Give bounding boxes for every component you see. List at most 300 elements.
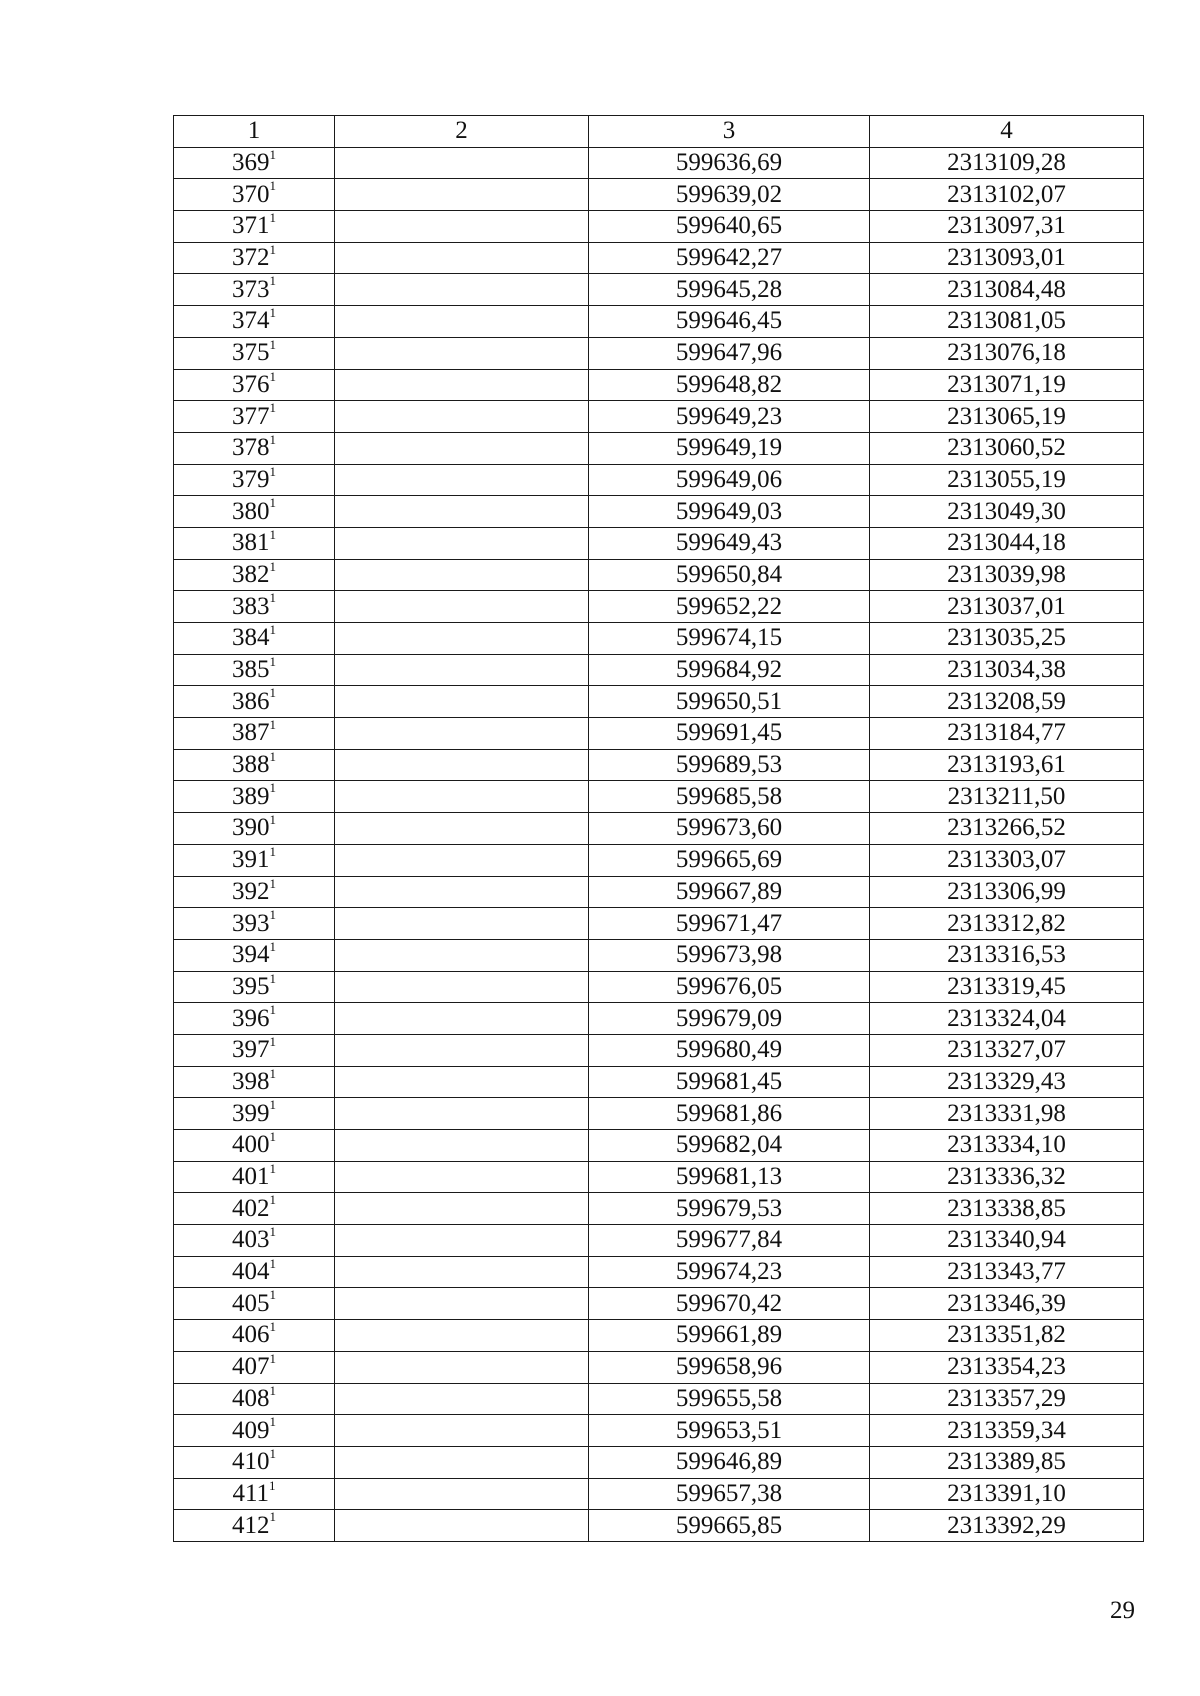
col2-cell (335, 179, 589, 211)
x-coordinate-cell: 599689,53 (589, 749, 870, 781)
y-coordinate-cell: 2313184,77 (870, 718, 1144, 750)
point-number-cell (174, 147, 335, 179)
point-suffix: 1 (269, 336, 276, 352)
col2-cell (335, 623, 589, 655)
x-coordinate-cell: 599673,60 (589, 813, 870, 845)
table-row (174, 527, 1144, 559)
table-row (174, 623, 1144, 655)
table-row (174, 1130, 1144, 1162)
x-coordinate-cell: 599648,82 (589, 369, 870, 401)
y-coordinate-cell: 2313336,32 (870, 1161, 1144, 1193)
point-suffix: 1 (269, 178, 276, 194)
point-suffix: 1 (269, 780, 276, 796)
x-coordinate-cell: 599681,13 (589, 1161, 870, 1193)
table-row (174, 971, 1144, 1003)
y-coordinate-cell: 2313359,34 (870, 1415, 1144, 1447)
table-row (174, 1510, 1144, 1542)
col2-cell (335, 559, 589, 591)
y-coordinate-cell: 2313392,29 (870, 1510, 1144, 1542)
point-number-cell (174, 781, 335, 813)
point-suffix: 1 (269, 1414, 276, 1430)
x-coordinate-cell: 599650,51 (589, 686, 870, 718)
table-row (174, 844, 1144, 876)
point-suffix: 1 (269, 1287, 276, 1303)
x-coordinate-cell: 599649,03 (589, 496, 870, 528)
table-row (174, 1446, 1144, 1478)
point-number-cell (174, 749, 335, 781)
point-suffix: 1 (269, 400, 276, 416)
x-coordinate-cell: 599655,58 (589, 1383, 870, 1415)
x-coordinate-cell: 599646,45 (589, 306, 870, 338)
col2-cell (335, 1256, 589, 1288)
point-number-cell (174, 369, 335, 401)
x-coordinate-cell: 599653,51 (589, 1415, 870, 1447)
x-coordinate-cell: 599665,85 (589, 1510, 870, 1542)
point-number-cell (174, 432, 335, 464)
point-suffix: 1 (269, 1255, 276, 1271)
y-coordinate-cell: 2313065,19 (870, 401, 1144, 433)
y-coordinate-cell: 2313324,04 (870, 1003, 1144, 1035)
col2-cell (335, 401, 589, 433)
point-suffix: 1 (269, 558, 276, 574)
table-row (174, 1383, 1144, 1415)
x-coordinate-cell: 599650,84 (589, 559, 870, 591)
table-row (174, 559, 1144, 591)
point-number: 408 (232, 1384, 270, 1412)
y-coordinate-cell: 2313303,07 (870, 844, 1144, 876)
col2-cell (335, 686, 589, 718)
y-coordinate-cell: 2313316,53 (870, 939, 1144, 971)
header-col-4: 4 (870, 116, 1144, 148)
y-coordinate-cell: 2313081,05 (870, 306, 1144, 338)
point-number-cell (174, 211, 335, 243)
col2-cell (335, 1383, 589, 1415)
table-row (174, 1288, 1144, 1320)
col2-cell (335, 527, 589, 559)
table-row (174, 813, 1144, 845)
point-suffix: 1 (269, 273, 276, 289)
point-number: 369 (232, 149, 270, 177)
point-number: 383 (232, 592, 270, 620)
col2-cell (335, 749, 589, 781)
point-number-cell (174, 1098, 335, 1130)
point-number: 396 (232, 1004, 270, 1032)
point-suffix: 1 (269, 1382, 276, 1398)
x-coordinate-cell: 599649,43 (589, 527, 870, 559)
table-row (174, 211, 1144, 243)
col2-cell (335, 1351, 589, 1383)
y-coordinate-cell: 2313208,59 (870, 686, 1144, 718)
col2-cell (335, 1320, 589, 1352)
point-suffix: 1 (269, 907, 276, 923)
col2-cell (335, 844, 589, 876)
point-suffix: 1 (269, 717, 276, 733)
point-number: 410 (232, 1448, 270, 1476)
point-suffix: 1 (269, 1002, 276, 1018)
point-suffix: 1 (269, 146, 276, 162)
y-coordinate-cell: 2313334,10 (870, 1130, 1144, 1162)
point-number: 372 (232, 244, 270, 272)
header-col-1: 1 (174, 116, 335, 148)
coordinates-table (173, 115, 1144, 1542)
x-coordinate-cell: 599657,38 (589, 1478, 870, 1510)
point-number-cell (174, 686, 335, 718)
point-number: 373 (232, 275, 270, 303)
point-number: 378 (232, 434, 270, 462)
point-number: 370 (232, 180, 270, 208)
col2-cell (335, 1510, 589, 1542)
col2-cell (335, 1161, 589, 1193)
col2-cell (335, 939, 589, 971)
y-coordinate-cell: 2313351,82 (870, 1320, 1144, 1352)
x-coordinate-cell: 599671,47 (589, 908, 870, 940)
point-number: 398 (232, 1067, 270, 1095)
table-row (174, 1256, 1144, 1288)
header-row (174, 116, 1144, 148)
table-row (174, 179, 1144, 211)
table-body (174, 147, 1144, 1541)
point-number: 388 (232, 751, 270, 779)
y-coordinate-cell: 2313312,82 (870, 908, 1144, 940)
point-number-cell (174, 242, 335, 274)
point-suffix: 1 (269, 843, 276, 859)
point-suffix: 1 (269, 938, 276, 954)
table-row (174, 147, 1144, 179)
point-number-cell (174, 1193, 335, 1225)
point-number: 371 (232, 212, 270, 240)
col2-cell (335, 1446, 589, 1478)
point-number-cell (174, 1034, 335, 1066)
point-number-cell (174, 591, 335, 623)
table-row (174, 1320, 1144, 1352)
point-suffix: 1 (269, 970, 276, 986)
y-coordinate-cell: 2313035,25 (870, 623, 1144, 655)
y-coordinate-cell: 2313044,18 (870, 527, 1144, 559)
y-coordinate-cell: 2313319,45 (870, 971, 1144, 1003)
point-number-cell (174, 876, 335, 908)
y-coordinate-cell: 2313039,98 (870, 559, 1144, 591)
point-number: 401 (232, 1163, 270, 1191)
point-suffix: 1 (269, 1097, 276, 1113)
x-coordinate-cell: 599684,92 (589, 654, 870, 686)
table-row (174, 939, 1144, 971)
point-number-cell (174, 337, 335, 369)
point-number: 387 (232, 719, 270, 747)
point-number-cell (174, 908, 335, 940)
x-coordinate-cell: 599640,65 (589, 211, 870, 243)
x-coordinate-cell: 599680,49 (589, 1034, 870, 1066)
point-suffix: 1 (269, 1224, 276, 1240)
table-row (174, 496, 1144, 528)
y-coordinate-cell: 2313193,61 (870, 749, 1144, 781)
col2-cell (335, 147, 589, 179)
table-row (174, 464, 1144, 496)
point-number-cell (174, 464, 335, 496)
point-number-cell (174, 1415, 335, 1447)
table-row (174, 274, 1144, 306)
point-number: 406 (232, 1321, 270, 1349)
point-suffix: 1 (269, 1129, 276, 1145)
x-coordinate-cell: 599679,09 (589, 1003, 870, 1035)
table-row (174, 876, 1144, 908)
point-suffix: 1 (269, 463, 276, 479)
point-number: 394 (232, 941, 270, 969)
point-number-cell (174, 527, 335, 559)
x-coordinate-cell: 599649,19 (589, 432, 870, 464)
point-number: 376 (232, 370, 270, 398)
y-coordinate-cell: 2313060,52 (870, 432, 1144, 464)
y-coordinate-cell: 2313340,94 (870, 1225, 1144, 1257)
point-number: 409 (232, 1416, 270, 1444)
point-number-cell (174, 1510, 335, 1542)
table-row (174, 654, 1144, 686)
y-coordinate-cell: 2313357,29 (870, 1383, 1144, 1415)
point-suffix: 1 (269, 1509, 276, 1525)
col2-cell (335, 654, 589, 686)
point-suffix: 1 (269, 1192, 276, 1208)
point-number-cell (174, 939, 335, 971)
y-coordinate-cell: 2313391,10 (870, 1478, 1144, 1510)
point-suffix: 1 (269, 368, 276, 384)
table-row (174, 432, 1144, 464)
point-suffix: 1 (269, 241, 276, 257)
point-number: 399 (232, 1099, 270, 1127)
point-number: 395 (232, 972, 270, 1000)
table-row (174, 337, 1144, 369)
point-number: 412 (232, 1511, 270, 1539)
col2-cell (335, 1225, 589, 1257)
page-number: 29 (1110, 1597, 1135, 1624)
point-suffix: 1 (269, 1477, 276, 1493)
point-number-cell (174, 844, 335, 876)
point-suffix: 1 (269, 210, 276, 226)
point-number-cell (174, 971, 335, 1003)
table-row (174, 1066, 1144, 1098)
col2-cell (335, 306, 589, 338)
x-coordinate-cell: 599674,23 (589, 1256, 870, 1288)
header-col-2: 2 (335, 116, 589, 148)
table-row (174, 242, 1144, 274)
col2-cell (335, 274, 589, 306)
point-number-cell (174, 1225, 335, 1257)
point-number-cell (174, 1066, 335, 1098)
point-suffix: 1 (269, 431, 276, 447)
point-number-cell (174, 1288, 335, 1320)
table-header (174, 116, 1144, 148)
point-suffix: 1 (269, 1445, 276, 1461)
point-number-cell (174, 1478, 335, 1510)
col2-cell (335, 718, 589, 750)
point-number: 411 (232, 1479, 270, 1507)
x-coordinate-cell: 599658,96 (589, 1351, 870, 1383)
col2-cell (335, 876, 589, 908)
table-row (174, 908, 1144, 940)
y-coordinate-cell: 2313331,98 (870, 1098, 1144, 1130)
table-row (174, 1161, 1144, 1193)
point-number: 380 (232, 497, 270, 525)
point-number-cell (174, 179, 335, 211)
y-coordinate-cell: 2313327,07 (870, 1034, 1144, 1066)
x-coordinate-cell: 599681,45 (589, 1066, 870, 1098)
point-number: 384 (232, 624, 270, 652)
point-suffix: 1 (269, 653, 276, 669)
col2-cell (335, 908, 589, 940)
point-number-cell (174, 496, 335, 528)
point-number: 386 (232, 687, 270, 715)
x-coordinate-cell: 599677,84 (589, 1225, 870, 1257)
col2-cell (335, 211, 589, 243)
point-number: 374 (232, 307, 270, 335)
table-row (174, 369, 1144, 401)
y-coordinate-cell: 2313055,19 (870, 464, 1144, 496)
point-number: 397 (232, 1036, 270, 1064)
point-number: 391 (232, 846, 270, 874)
x-coordinate-cell: 599649,06 (589, 464, 870, 496)
y-coordinate-cell: 2313343,77 (870, 1256, 1144, 1288)
x-coordinate-cell: 599685,58 (589, 781, 870, 813)
point-suffix: 1 (269, 748, 276, 764)
point-number: 381 (232, 529, 270, 557)
point-number: 392 (232, 877, 270, 905)
point-number: 377 (232, 402, 270, 430)
point-suffix: 1 (269, 1160, 276, 1176)
point-number-cell (174, 1351, 335, 1383)
y-coordinate-cell: 2313076,18 (870, 337, 1144, 369)
point-number-cell (174, 274, 335, 306)
point-suffix: 1 (269, 495, 276, 511)
col2-cell (335, 1478, 589, 1510)
x-coordinate-cell: 599676,05 (589, 971, 870, 1003)
x-coordinate-cell: 599647,96 (589, 337, 870, 369)
point-number-cell (174, 1003, 335, 1035)
table-row (174, 1351, 1144, 1383)
y-coordinate-cell: 2313071,19 (870, 369, 1144, 401)
col2-cell (335, 1288, 589, 1320)
point-suffix: 1 (269, 622, 276, 638)
table-row (174, 401, 1144, 433)
table-row (174, 1098, 1144, 1130)
col2-cell (335, 464, 589, 496)
x-coordinate-cell: 599652,22 (589, 591, 870, 623)
point-suffix: 1 (269, 812, 276, 828)
x-coordinate-cell: 599674,15 (589, 623, 870, 655)
x-coordinate-cell: 599673,98 (589, 939, 870, 971)
y-coordinate-cell: 2313338,85 (870, 1193, 1144, 1225)
col2-cell (335, 369, 589, 401)
point-suffix: 1 (269, 1350, 276, 1366)
table-row (174, 1034, 1144, 1066)
point-number-cell (174, 401, 335, 433)
col2-cell (335, 1193, 589, 1225)
y-coordinate-cell: 2313306,99 (870, 876, 1144, 908)
point-suffix: 1 (269, 875, 276, 891)
y-coordinate-cell: 2313102,07 (870, 179, 1144, 211)
point-suffix: 1 (269, 1033, 276, 1049)
point-number-cell (174, 623, 335, 655)
point-number-cell (174, 1161, 335, 1193)
table-row (174, 686, 1144, 718)
y-coordinate-cell: 2313109,28 (870, 147, 1144, 179)
col2-cell (335, 432, 589, 464)
col2-cell (335, 1034, 589, 1066)
point-number-cell (174, 1320, 335, 1352)
point-suffix: 1 (269, 305, 276, 321)
x-coordinate-cell: 599636,69 (589, 147, 870, 179)
x-coordinate-cell: 599667,89 (589, 876, 870, 908)
point-number: 390 (232, 814, 270, 842)
point-suffix: 1 (269, 1319, 276, 1335)
x-coordinate-cell: 599670,42 (589, 1288, 870, 1320)
point-number: 400 (232, 1131, 270, 1159)
point-number: 402 (232, 1194, 270, 1222)
x-coordinate-cell: 599649,23 (589, 401, 870, 433)
y-coordinate-cell: 2313346,39 (870, 1288, 1144, 1320)
table-row (174, 1003, 1144, 1035)
col2-cell (335, 337, 589, 369)
col2-cell (335, 1098, 589, 1130)
table-row (174, 1478, 1144, 1510)
point-number: 389 (232, 782, 270, 810)
point-number-cell (174, 559, 335, 591)
point-number-cell (174, 1130, 335, 1162)
y-coordinate-cell: 2313266,52 (870, 813, 1144, 845)
y-coordinate-cell: 2313389,85 (870, 1446, 1144, 1478)
x-coordinate-cell: 599681,86 (589, 1098, 870, 1130)
table-row (174, 718, 1144, 750)
point-suffix: 1 (269, 526, 276, 542)
point-number: 385 (232, 656, 270, 684)
x-coordinate-cell: 599639,02 (589, 179, 870, 211)
point-number: 404 (232, 1258, 270, 1286)
col2-cell (335, 971, 589, 1003)
x-coordinate-cell: 599646,89 (589, 1446, 870, 1478)
x-coordinate-cell: 599661,89 (589, 1320, 870, 1352)
col2-cell (335, 1415, 589, 1447)
point-number-cell (174, 813, 335, 845)
x-coordinate-cell: 599645,28 (589, 274, 870, 306)
x-coordinate-cell: 599679,53 (589, 1193, 870, 1225)
col2-cell (335, 496, 589, 528)
point-number-cell (174, 1383, 335, 1415)
col2-cell (335, 1066, 589, 1098)
point-number: 407 (232, 1353, 270, 1381)
table-row (174, 749, 1144, 781)
point-suffix: 1 (269, 1065, 276, 1081)
y-coordinate-cell: 2313354,23 (870, 1351, 1144, 1383)
point-number: 379 (232, 465, 270, 493)
point-number-cell (174, 718, 335, 750)
point-suffix: 1 (269, 590, 276, 606)
y-coordinate-cell: 2313049,30 (870, 496, 1144, 528)
col2-cell (335, 813, 589, 845)
table-row (174, 1193, 1144, 1225)
col2-cell (335, 1130, 589, 1162)
table-row (174, 591, 1144, 623)
y-coordinate-cell: 2313034,38 (870, 654, 1144, 686)
point-number: 382 (232, 560, 270, 588)
col2-cell (335, 1003, 589, 1035)
point-number-cell (174, 306, 335, 338)
col2-cell (335, 781, 589, 813)
point-number: 403 (232, 1226, 270, 1254)
x-coordinate-cell: 599665,69 (589, 844, 870, 876)
x-coordinate-cell: 599682,04 (589, 1130, 870, 1162)
table-row (174, 1225, 1144, 1257)
point-number-cell (174, 654, 335, 686)
point-number: 405 (232, 1289, 270, 1317)
table-row (174, 306, 1144, 338)
col2-cell (335, 591, 589, 623)
